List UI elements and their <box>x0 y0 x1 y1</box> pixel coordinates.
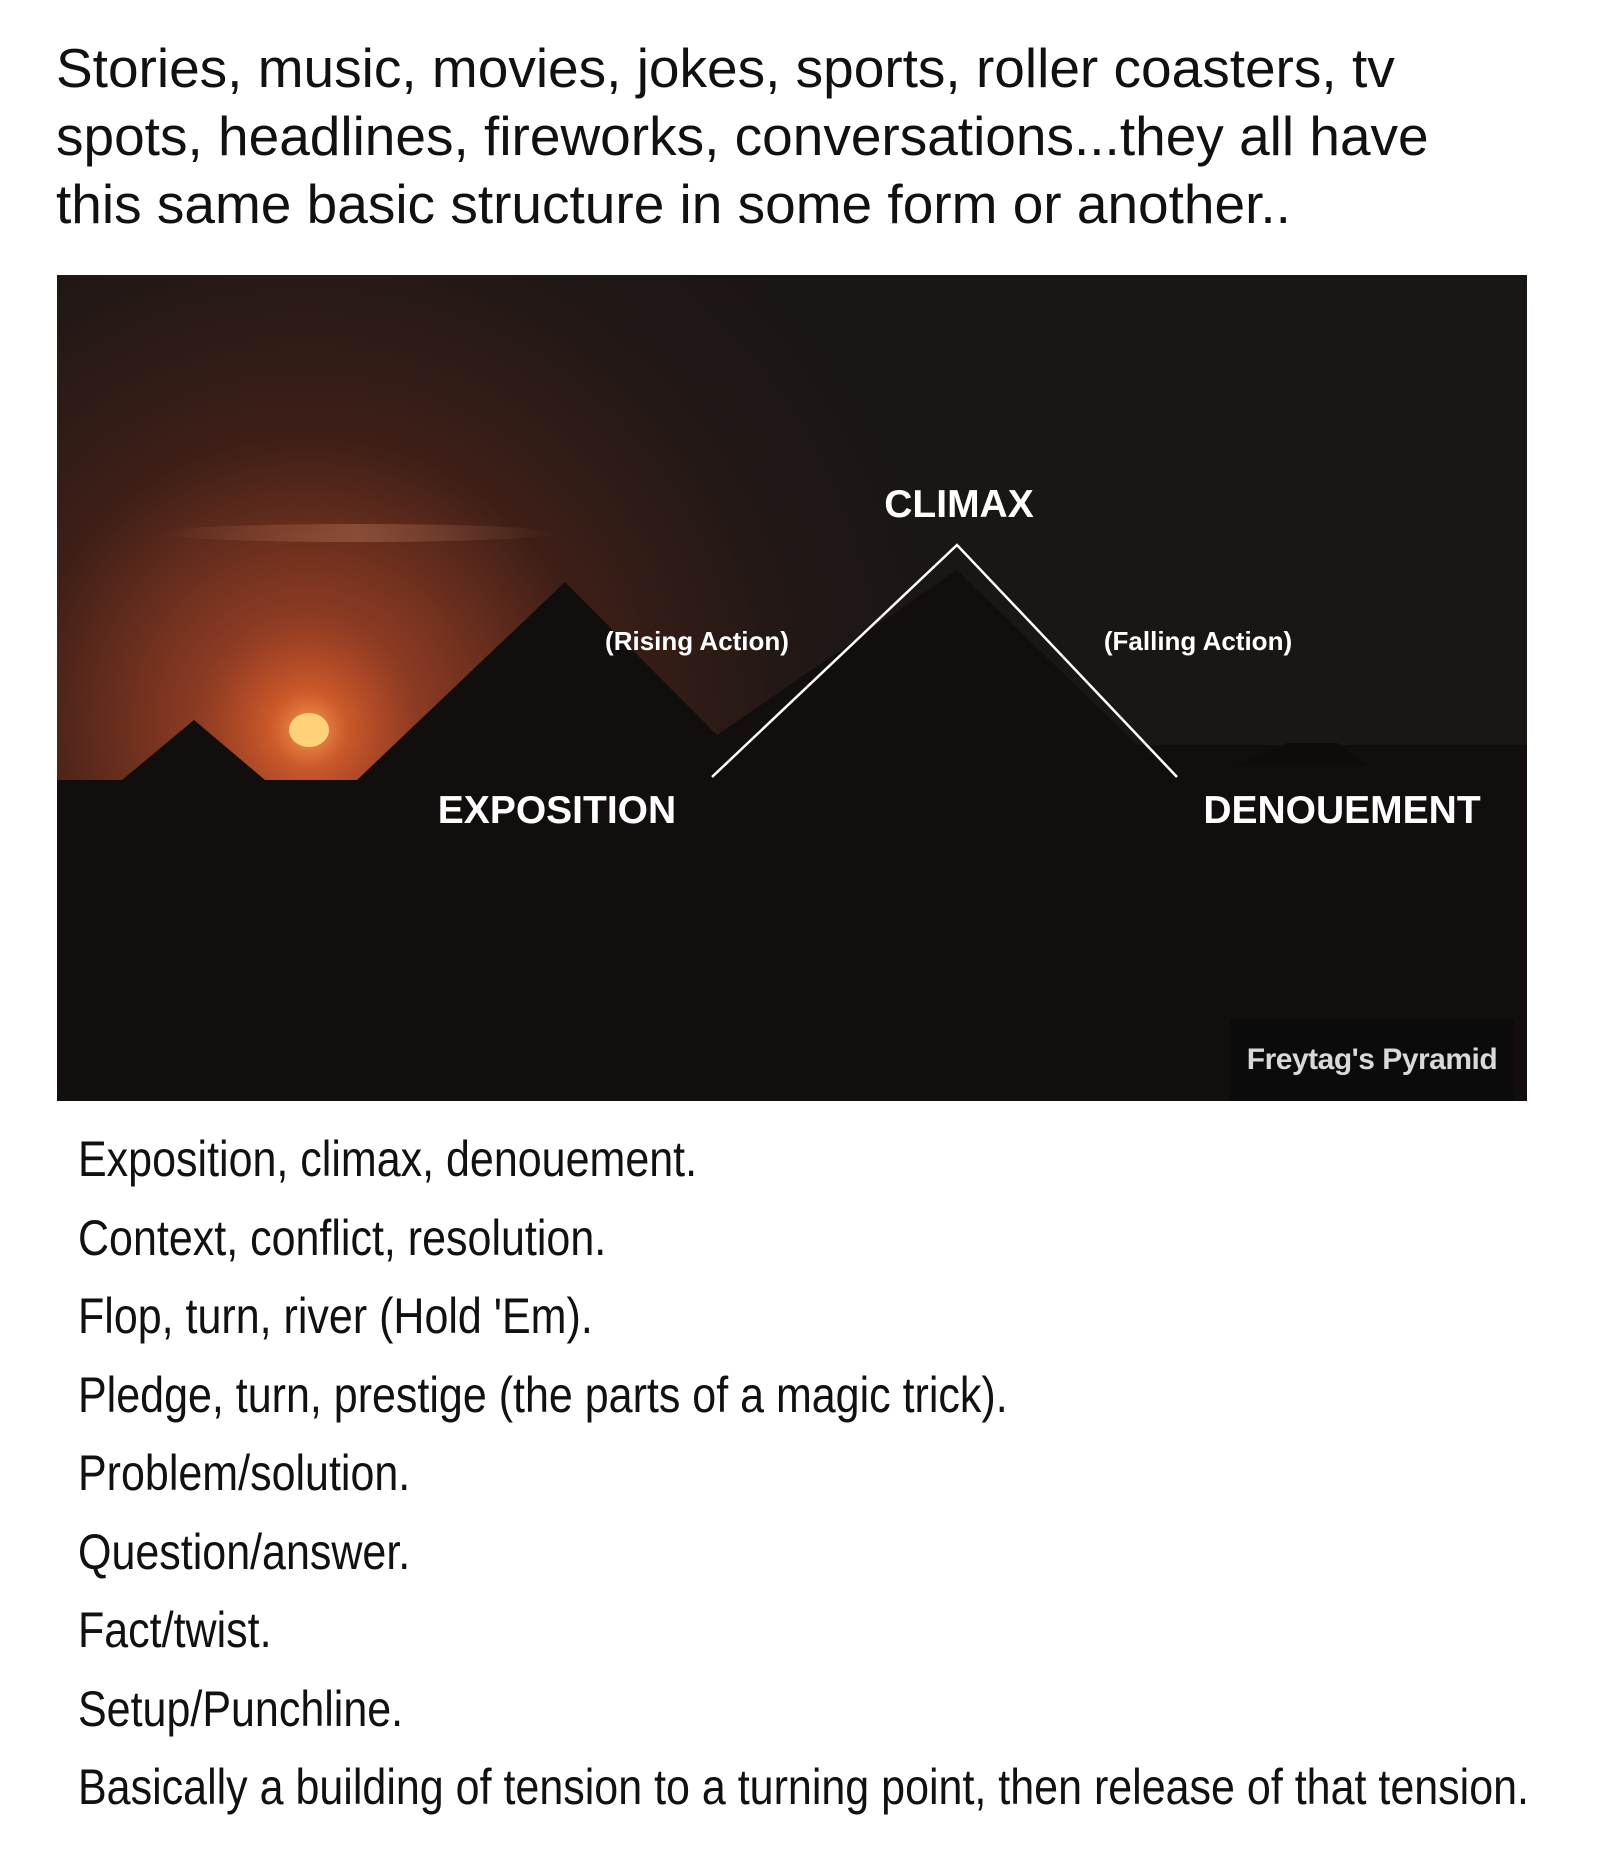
list-item: Exposition, climax, denouement. <box>78 1131 698 1187</box>
falling-action-label: (Falling Action) <box>1103 626 1293 656</box>
cloud-streak <box>157 524 557 542</box>
rising-action-label: (Rising Action) <box>605 626 789 656</box>
climax-label: CLIMAX <box>884 483 1034 526</box>
list-item: Basically a building of tension to a turning point, then release of that tension. <box>78 1759 1530 1815</box>
list-item: Flop, turn, river (Hold 'Em). <box>78 1288 593 1344</box>
exposition-label: EXPOSITION <box>437 789 677 832</box>
intro-paragraph <box>56 34 1556 238</box>
intro-line: Stories, music, movies, jokes, sports, roller coasters, tv <box>56 37 1395 99</box>
intro-line: this same basic structure in some form or another.. <box>56 173 1291 235</box>
list-item: Fact/twist. <box>78 1602 272 1658</box>
structure-examples-list <box>78 1120 1598 1827</box>
pyramid-photo-illustration <box>57 275 1527 1101</box>
sun <box>289 713 329 747</box>
list-item: Question/answer. <box>78 1523 411 1580</box>
list-item: Setup/Punchline. <box>78 1680 404 1737</box>
list-item: Context, conflict, resolution. <box>78 1209 607 1266</box>
list-item: Pledge, turn, prestige (the parts of a magic trick). <box>78 1366 1008 1423</box>
denouement-label: DENOUEMENT <box>1203 789 1481 832</box>
intro-line: spots, headlines, fireworks, conversations...they all have <box>56 105 1429 167</box>
freytags-pyramid-caption: Freytag's Pyramid <box>1230 1019 1514 1101</box>
freytag-pyramid-figure <box>57 275 1527 1101</box>
list-item: Problem/solution. <box>78 1445 411 1501</box>
